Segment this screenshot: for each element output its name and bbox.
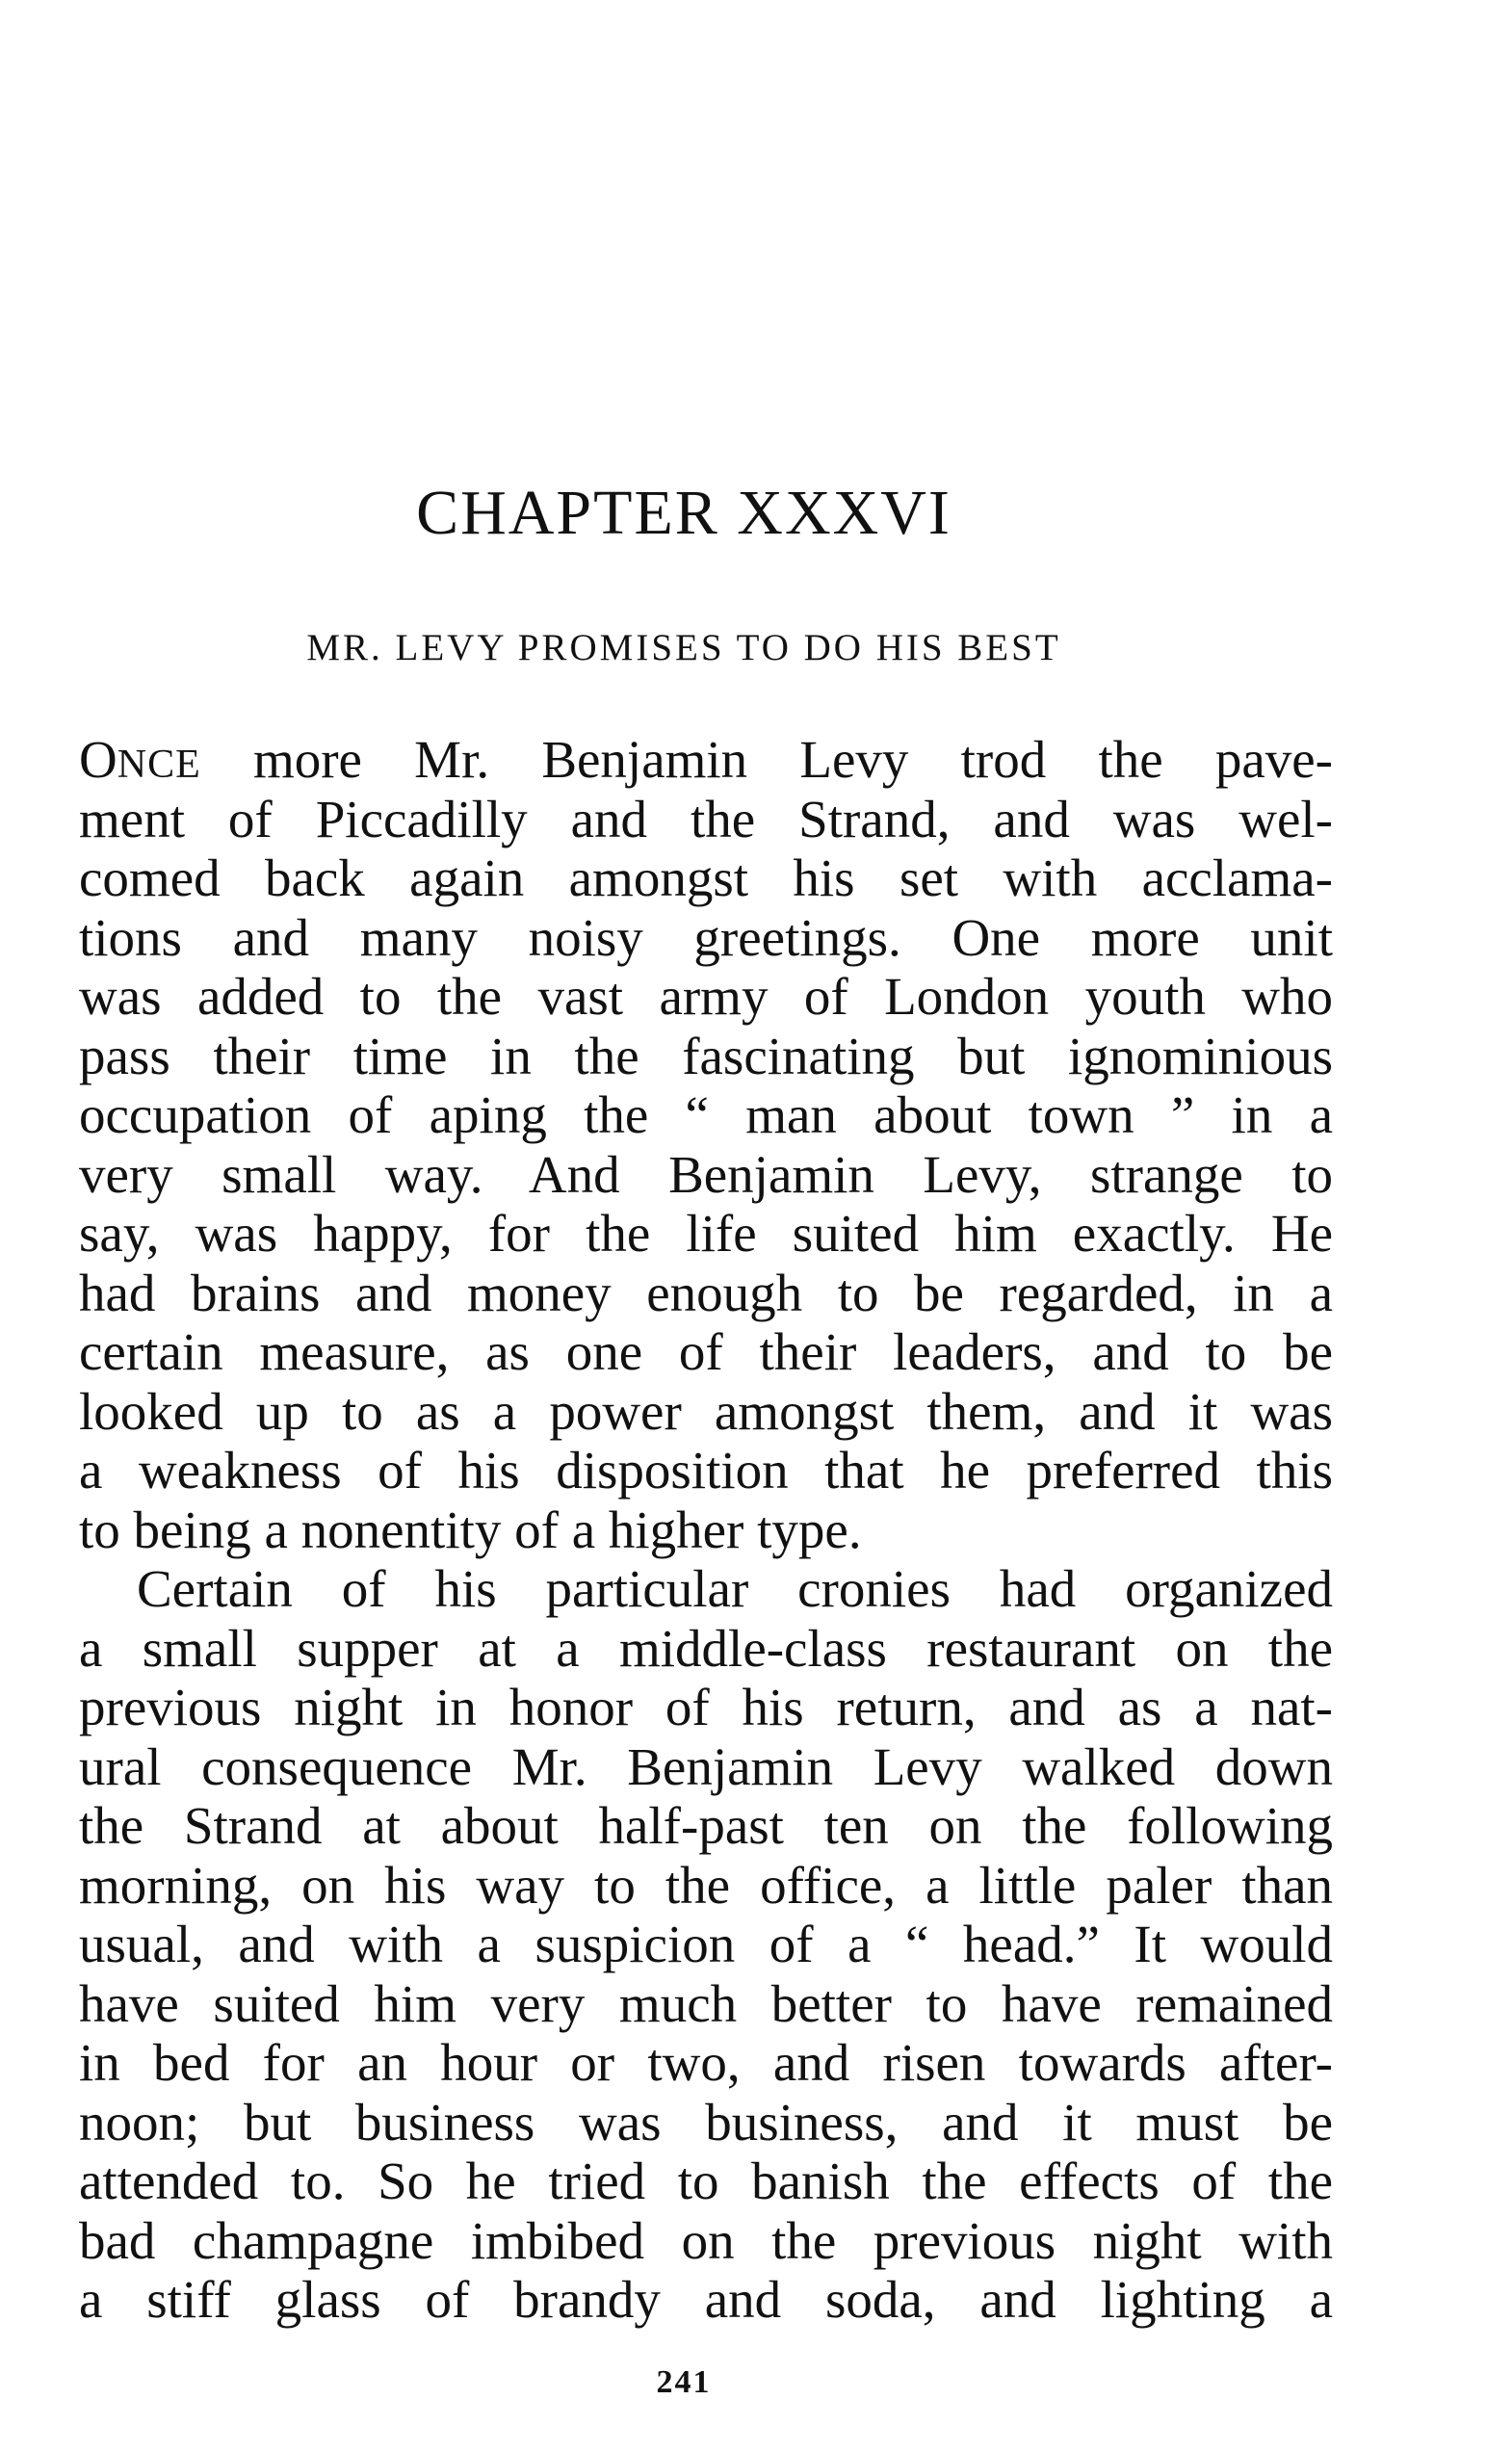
text-line: previous night in honor of his return, and as a nat- [79, 1678, 1333, 1736]
text-line: very small way. And Benjamin Levy, strange to [79, 1144, 1333, 1204]
text-line: usual, and with a suspicion of a “ head.” It would [79, 1915, 1333, 1973]
text-line: ural consequence Mr. Benjamin Levy walked down [79, 1736, 1333, 1796]
text-line: the Strand at about half-past ten on the following [79, 1796, 1333, 1855]
text-line: a weakness of his disposition that he preferred this [79, 1441, 1333, 1500]
text-line-content: more Mr. Benjamin Levy trod the pave- [200, 730, 1333, 789]
text-line: to being a nonentity of a higher type. [79, 1500, 862, 1559]
text-line [79, 730, 1333, 790]
opening-small-caps: NCE [117, 743, 201, 787]
text-line: looked up to as a power amongst them, and it was [79, 1381, 1333, 1441]
text-line: certain measure, as one of their leaders, and to be [79, 1322, 1333, 1381]
text-line: occupation of aping the “ man about town ” in a [79, 1085, 1333, 1144]
text-line: a stiff glass of brandy and soda, and lighting a [79, 2270, 1333, 2329]
text-line: ment of Piccadilly and the Strand, and was wel- [79, 789, 1333, 848]
text-line: say, was happy, for the life suited him exactly. He [79, 1204, 1333, 1263]
page-number: 241 [656, 2364, 712, 2400]
text-line: have suited him very much better to have remained [79, 1973, 1333, 2033]
text-line: pass their time in the fascinating but ignominious [79, 1026, 1333, 1085]
body-text [79, 730, 1333, 2330]
text-line: noon; but business was business, and it must be [79, 2092, 1333, 2152]
chapter-subtitle: MR. LEVY PROMISES TO DO HIS BEST [306, 627, 1061, 668]
text-line: bad champagne imbibed on the previous night with [79, 2210, 1333, 2270]
text-line: tions and many noisy greetings. One more unit [79, 907, 1333, 967]
chapter-title: CHAPTER XXXVI [416, 478, 952, 548]
text-line: Certain of his particular cronies had organized [137, 1559, 1333, 1618]
text-line: was added to the vast army of London youth who [79, 967, 1333, 1026]
text-line: morning, on his way to the office, a little paler than [79, 1855, 1333, 1915]
text-line: a small supper at a middle-class restaurant on the [79, 1618, 1333, 1678]
text-line: in bed for an hour or two, and risen towards after- [79, 2033, 1333, 2092]
opening-initial: O [79, 730, 117, 789]
text-line: comed back again amongst his set with acclama- [79, 848, 1333, 907]
text-line: had brains and money enough to be regarded, in a [79, 1263, 1333, 1322]
text-line: attended to. So he tried to banish the effects of the [79, 2152, 1333, 2210]
